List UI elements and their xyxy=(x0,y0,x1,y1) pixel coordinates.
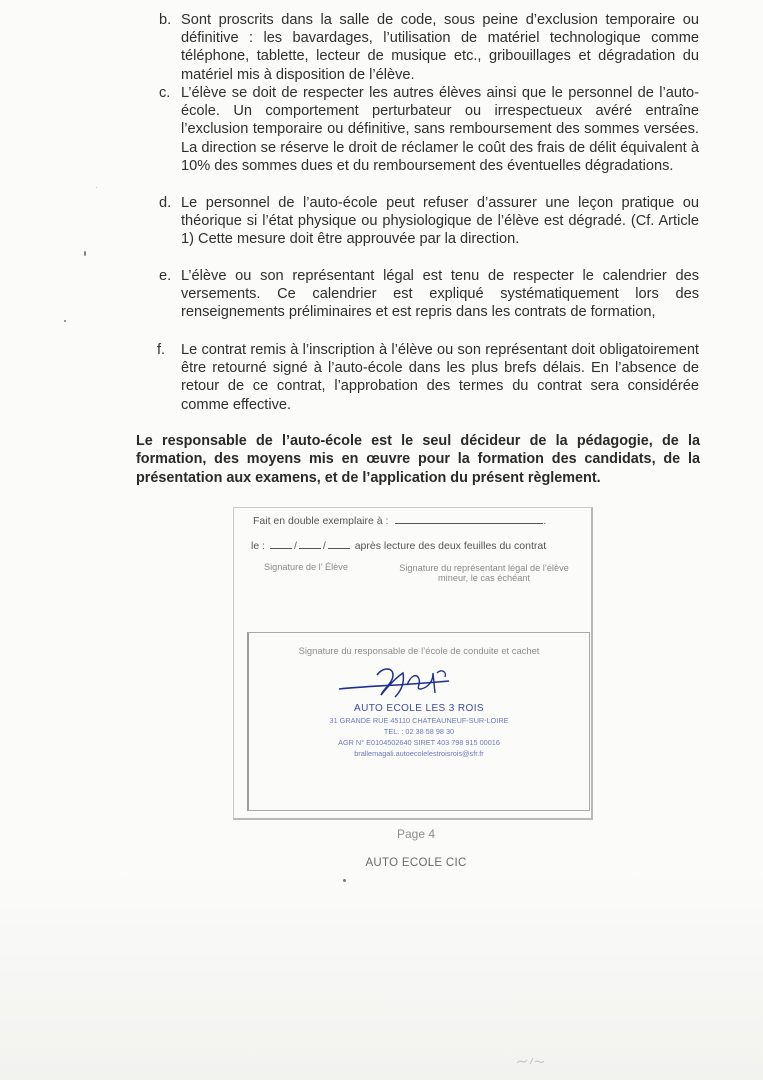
scan-speck xyxy=(96,187,97,188)
scan-speck xyxy=(64,320,66,322)
date-year-blank xyxy=(328,548,350,549)
rule-item-f xyxy=(157,341,699,414)
made-in-label: Fait en double exemplaire à : xyxy=(253,515,389,527)
rule-text: Le personnel de l’auto-école peut refuser d’assurer une leçon pratique ou théorique si l’état physique ou physiologique de l’élève est dégradé. (Cf. Article 1) Cette mesure doit être approuvée par la direction. xyxy=(181,195,699,248)
date-day-blank xyxy=(270,548,292,549)
date-month-blank xyxy=(299,548,321,549)
school-stamp xyxy=(249,703,589,759)
rule-marker: d. xyxy=(159,195,172,211)
rule-text: Sont proscrits dans la salle de code, sous peine d’exclusion temporaire ou définitive : les bavardages, l’utilisation de matériel technologique comme téléphone, tablette, lecteur de musique etc., gribouillages et dégradation du matériel mis à disposition de l’élève. xyxy=(181,12,699,83)
date-separator: / xyxy=(322,540,326,552)
stamp-name: AUTO ECOLE LES 3 ROIS xyxy=(354,703,484,714)
representative-signature-label: Signature du représentant légal de l’élève mineur, le cas échéant xyxy=(399,563,569,583)
rule-marker: c. xyxy=(159,85,171,101)
handwritten-signature xyxy=(337,663,457,703)
scan-smudge xyxy=(515,1055,547,1067)
rule-marker: e. xyxy=(159,268,172,284)
stamp-phone: TEL. : 02 38 58 98 30 xyxy=(383,727,455,736)
rule-text: L’élève se doit de respecter les autres élèves ainsi que le personnel de l’auto-école. Un comportement perturbateur ou irrespectueux avéré entraîne l’exclusion temporaire ou définitive, sans remboursement des sommes versées. La direction se réserve le droit de réclamer le coût des frais de délit équivalent à 10% des sommes dues et du remboursement des éventuelles dégradations. xyxy=(181,85,699,174)
date-suffix: après lecture des deux feuilles du contrat xyxy=(354,540,547,552)
student-signature-label: Signature de l’ Élève xyxy=(264,562,348,572)
made-in-field: Fait en double exemplaire à : . xyxy=(253,515,547,527)
rule-item-b xyxy=(159,11,699,84)
rule-item-d xyxy=(159,194,699,249)
date-separator: / xyxy=(293,540,297,552)
closing-statement: Le responsable de l’auto-école est le seul décideur de la pédagogie, de la formation, des moyens mis en œuvre pour la formation des candidats, de la présentation aux examens, et de l’application du présent règlement. xyxy=(136,433,700,486)
stamp-agrement: AGR N° E0104502640 SIRET 403 798 915 00016 xyxy=(338,738,500,747)
school-signature-label: Signature du responsable de l’école de conduite et cachet xyxy=(298,645,540,656)
stamp-address: 31 GRANDE RUE 45110 CHATEAUNEUF-SUR-LOIRE xyxy=(329,716,509,725)
date-prefix: le : xyxy=(251,540,266,552)
rule-marker: b. xyxy=(159,12,172,28)
rule-text: L’élève ou son représentant légal est tenu de respecter le calendrier des versements. Ce calendrier est expliqué systématiquement lors des renseignements préliminaires et est repris dans les contrats de formation, xyxy=(181,268,699,321)
page-number: Page 4 xyxy=(396,827,436,841)
signature-box xyxy=(233,507,593,820)
footer-text: AUTO ECOLE CIC xyxy=(365,857,467,869)
date-field xyxy=(251,540,546,552)
made-in-line xyxy=(395,523,543,524)
rule-item-c xyxy=(159,84,699,175)
scan-speck xyxy=(343,879,346,882)
school-signature-box xyxy=(247,632,590,811)
scan-background-shade xyxy=(0,870,763,1080)
scan-speck xyxy=(84,251,86,256)
rule-marker: f. xyxy=(157,342,166,358)
stamp-email: brallemagali.autoecolelestroisrois@sfr.fr xyxy=(354,749,484,758)
rule-item-e xyxy=(159,267,699,322)
rule-text: Le contrat remis à l’inscription à l’élève ou son représentant doit obligatoirement être retourné signé à l’auto-école dans les plus brefs délais. En l’absence de retour de ce contrat, l’approbation des termes du contrat sera considérée comme effective. xyxy=(181,342,699,413)
